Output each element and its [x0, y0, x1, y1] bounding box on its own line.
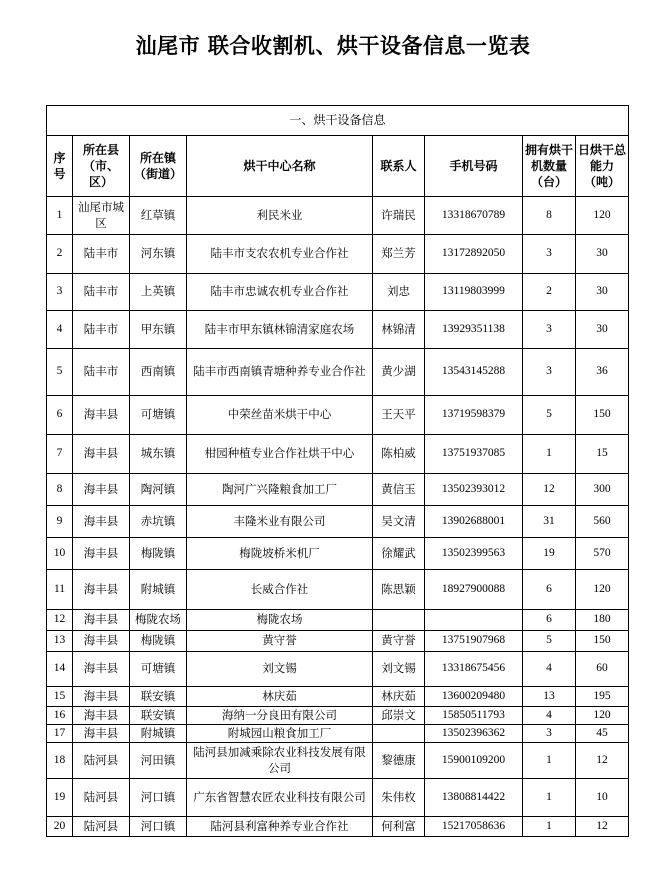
table-row: [47, 349, 629, 396]
cell-contact: [373, 610, 425, 631]
cell-center: 海纳一分良田有限公司: [187, 707, 373, 725]
cell-center: 黄守誉: [187, 631, 373, 652]
table-row: [47, 396, 629, 435]
cell-seq: 5: [47, 349, 73, 396]
cell-town: 附城镇: [130, 570, 187, 610]
cell-capacity: 10: [576, 779, 629, 817]
cell-capacity: 36: [576, 349, 629, 396]
cell-capacity: 560: [576, 506, 629, 538]
cell-county: 陆河县: [73, 817, 130, 837]
cell-center: 林庆茹: [187, 687, 373, 707]
cell-seq: 20: [47, 817, 73, 837]
cell-machines: 1: [523, 435, 576, 474]
table-row: [47, 235, 629, 274]
cell-seq: 15: [47, 687, 73, 707]
cell-capacity: 120: [576, 707, 629, 725]
cell-seq: 13: [47, 631, 73, 652]
cell-county: 海丰县: [73, 474, 130, 506]
cell-phone: 13502399563: [425, 538, 523, 570]
cell-county: 海丰县: [73, 725, 130, 743]
cell-town: 梅陇镇: [130, 631, 187, 652]
cell-capacity: 150: [576, 631, 629, 652]
cell-contact: 许瑞民: [373, 197, 425, 235]
cell-contact: 黎德康: [373, 743, 425, 779]
cell-county: 陆河县: [73, 779, 130, 817]
table-row: [47, 652, 629, 687]
cell-capacity: 300: [576, 474, 629, 506]
cell-capacity: 120: [576, 197, 629, 235]
cell-seq: 1: [47, 197, 73, 235]
cell-contact: 何利富: [373, 817, 425, 837]
cell-center: 梅陇农场: [187, 610, 373, 631]
header-town: 所在镇（街道）: [130, 136, 187, 197]
cell-center: 陆丰市支农农机专业合作社: [187, 235, 373, 274]
cell-center: 广东省智慧农匠农业科技有限公司: [187, 779, 373, 817]
cell-machines: 3: [523, 725, 576, 743]
cell-center: 柑园种植专业合作社烘干中心: [187, 435, 373, 474]
cell-center: 丰隆米业有限公司: [187, 506, 373, 538]
cell-capacity: 30: [576, 235, 629, 274]
cell-machines: 12: [523, 474, 576, 506]
cell-county: 海丰县: [73, 435, 130, 474]
cell-contact: 徐耀武: [373, 538, 425, 570]
cell-seq: 14: [47, 652, 73, 687]
cell-phone: 13751907968: [425, 631, 523, 652]
table-row: [47, 610, 629, 631]
cell-phone: 13751937085: [425, 435, 523, 474]
cell-seq: 17: [47, 725, 73, 743]
cell-phone: [425, 610, 523, 631]
cell-machines: 1: [523, 817, 576, 837]
cell-phone: 15217058636: [425, 817, 523, 837]
section-title: 一、烘干设备信息: [47, 106, 629, 136]
cell-machines: 6: [523, 570, 576, 610]
cell-contact: 黄守誉: [373, 631, 425, 652]
cell-center: 利民米业: [187, 197, 373, 235]
table-row: [47, 817, 629, 837]
table-row: [47, 197, 629, 235]
cell-town: 河口镇: [130, 779, 187, 817]
cell-contact: 吴文清: [373, 506, 425, 538]
cell-contact: 郑兰芳: [373, 235, 425, 274]
cell-phone: 13318675456: [425, 652, 523, 687]
cell-machines: 19: [523, 538, 576, 570]
cell-contact: 陈思颖: [373, 570, 425, 610]
cell-capacity: 570: [576, 538, 629, 570]
cell-machines: 1: [523, 779, 576, 817]
cell-contact: 林锦清: [373, 311, 425, 349]
header-seq: 序号: [47, 136, 73, 197]
cell-capacity: 120: [576, 570, 629, 610]
cell-machines: 5: [523, 396, 576, 435]
cell-county: 陆丰市: [73, 235, 130, 274]
cell-phone: 18927900088: [425, 570, 523, 610]
cell-center: 陶河广兴隆粮食加工厂: [187, 474, 373, 506]
dryer-equipment-table: [46, 105, 629, 837]
cell-seq: 8: [47, 474, 73, 506]
cell-contact: 黄少湖: [373, 349, 425, 396]
cell-town: 梅陇农场: [130, 610, 187, 631]
cell-machines: 8: [523, 197, 576, 235]
cell-capacity: 60: [576, 652, 629, 687]
cell-seq: 6: [47, 396, 73, 435]
cell-phone: 13808814422: [425, 779, 523, 817]
cell-machines: 5: [523, 631, 576, 652]
cell-seq: 12: [47, 610, 73, 631]
cell-county: 陆丰市: [73, 349, 130, 396]
cell-phone: 13502396362: [425, 725, 523, 743]
cell-seq: 9: [47, 506, 73, 538]
cell-county: 海丰县: [73, 538, 130, 570]
cell-capacity: 195: [576, 687, 629, 707]
cell-phone: 13502393012: [425, 474, 523, 506]
cell-contact: 王天平: [373, 396, 425, 435]
cell-machines: 3: [523, 349, 576, 396]
cell-county: 海丰县: [73, 631, 130, 652]
cell-phone: 13318670789: [425, 197, 523, 235]
table-row: [47, 506, 629, 538]
cell-town: 联安镇: [130, 707, 187, 725]
cell-capacity: 12: [576, 817, 629, 837]
cell-seq: 11: [47, 570, 73, 610]
table-row: [47, 707, 629, 725]
cell-county: 海丰县: [73, 652, 130, 687]
cell-seq: 4: [47, 311, 73, 349]
cell-phone: 13600209480: [425, 687, 523, 707]
cell-town: 西南镇: [130, 349, 187, 396]
cell-capacity: 45: [576, 725, 629, 743]
header-county: 所在县（市、区）: [73, 136, 130, 197]
header-machine-count: 拥有烘干机数量（台）: [523, 136, 576, 197]
cell-town: 联安镇: [130, 687, 187, 707]
cell-center: 陆河县利富种养专业合作社: [187, 817, 373, 837]
cell-contact: 邱崇文: [373, 707, 425, 725]
cell-machines: 2: [523, 274, 576, 311]
cell-center: 长威合作社: [187, 570, 373, 610]
cell-machines: 3: [523, 235, 576, 274]
cell-seq: 10: [47, 538, 73, 570]
cell-phone: 15900109200: [425, 743, 523, 779]
table-row: [47, 474, 629, 506]
cell-county: 陆河县: [73, 743, 130, 779]
table-row: [47, 743, 629, 779]
table-row: [47, 687, 629, 707]
cell-phone: 13172892050: [425, 235, 523, 274]
cell-contact: 黄信玉: [373, 474, 425, 506]
cell-county: 海丰县: [73, 687, 130, 707]
cell-capacity: 150: [576, 396, 629, 435]
table-row: [47, 631, 629, 652]
cell-county: 陆丰市: [73, 274, 130, 311]
cell-machines: 1: [523, 743, 576, 779]
cell-town: 上英镇: [130, 274, 187, 311]
cell-seq: 3: [47, 274, 73, 311]
cell-town: 可塘镇: [130, 652, 187, 687]
cell-machines: 4: [523, 652, 576, 687]
cell-county: 汕尾市城区: [73, 197, 130, 235]
cell-center: 陆丰市西南镇青塘种养专业合作社: [187, 349, 373, 396]
cell-phone: 13719598379: [425, 396, 523, 435]
cell-county: 海丰县: [73, 707, 130, 725]
cell-machines: 6: [523, 610, 576, 631]
cell-town: 河田镇: [130, 743, 187, 779]
cell-capacity: 180: [576, 610, 629, 631]
cell-machines: 13: [523, 687, 576, 707]
page-title: 汕尾市 联合收割机、烘干设备信息一览表: [135, 33, 531, 58]
cell-town: 河口镇: [130, 817, 187, 837]
cell-center: 梅陇坡桥米机厂: [187, 538, 373, 570]
cell-town: 甲东镇: [130, 311, 187, 349]
cell-contact: 刘忠: [373, 274, 425, 311]
cell-town: 可塘镇: [130, 396, 187, 435]
header-daily-capacity: 日烘干总能力（吨）: [576, 136, 629, 197]
cell-phone: 13543145288: [425, 349, 523, 396]
cell-center: 陆河县加减乘除农业科技发展有限公司: [187, 743, 373, 779]
cell-center: 刘文锡: [187, 652, 373, 687]
header-contact: 联系人: [373, 136, 425, 197]
cell-town: 赤坑镇: [130, 506, 187, 538]
table-body: [47, 197, 629, 837]
cell-center: 陆丰市忠诚农机专业合作社: [187, 274, 373, 311]
cell-machines: 4: [523, 707, 576, 725]
cell-town: 河东镇: [130, 235, 187, 274]
cell-phone: 13119803999: [425, 274, 523, 311]
cell-capacity: 15: [576, 435, 629, 474]
table-row: [47, 435, 629, 474]
cell-town: 城东镇: [130, 435, 187, 474]
cell-seq: 19: [47, 779, 73, 817]
cell-center: 陆丰市甲东镇林锦清家庭农场: [187, 311, 373, 349]
cell-town: 陶河镇: [130, 474, 187, 506]
cell-contact: 陈柏威: [373, 435, 425, 474]
cell-phone: 13902688001: [425, 506, 523, 538]
cell-capacity: 12: [576, 743, 629, 779]
cell-center: 附城园山粮食加工厂: [187, 725, 373, 743]
cell-county: 陆丰市: [73, 311, 130, 349]
cell-machines: 31: [523, 506, 576, 538]
cell-town: 梅陇镇: [130, 538, 187, 570]
table-row: [47, 274, 629, 311]
cell-town: 红草镇: [130, 197, 187, 235]
cell-seq: 2: [47, 235, 73, 274]
table-row: [47, 725, 629, 743]
header-center-name: 烘干中心名称: [187, 136, 373, 197]
cell-center: 中荣丝苗米烘干中心: [187, 396, 373, 435]
cell-county: 海丰县: [73, 610, 130, 631]
cell-county: 海丰县: [73, 570, 130, 610]
cell-contact: 刘文锡: [373, 652, 425, 687]
cell-machines: 3: [523, 311, 576, 349]
cell-county: 海丰县: [73, 396, 130, 435]
table-row: [47, 779, 629, 817]
cell-capacity: 30: [576, 311, 629, 349]
cell-town: 附城镇: [130, 725, 187, 743]
table-row: [47, 311, 629, 349]
cell-contact: [373, 725, 425, 743]
cell-capacity: 30: [576, 274, 629, 311]
header-phone: 手机号码: [425, 136, 523, 197]
cell-contact: 朱伟枚: [373, 779, 425, 817]
cell-seq: 7: [47, 435, 73, 474]
cell-phone: 13929351138: [425, 311, 523, 349]
cell-contact: 林庆茹: [373, 687, 425, 707]
cell-seq: 16: [47, 707, 73, 725]
table-row: [47, 538, 629, 570]
cell-phone: 15850511793: [425, 707, 523, 725]
cell-seq: 18: [47, 743, 73, 779]
table-row: [47, 570, 629, 610]
cell-county: 海丰县: [73, 506, 130, 538]
